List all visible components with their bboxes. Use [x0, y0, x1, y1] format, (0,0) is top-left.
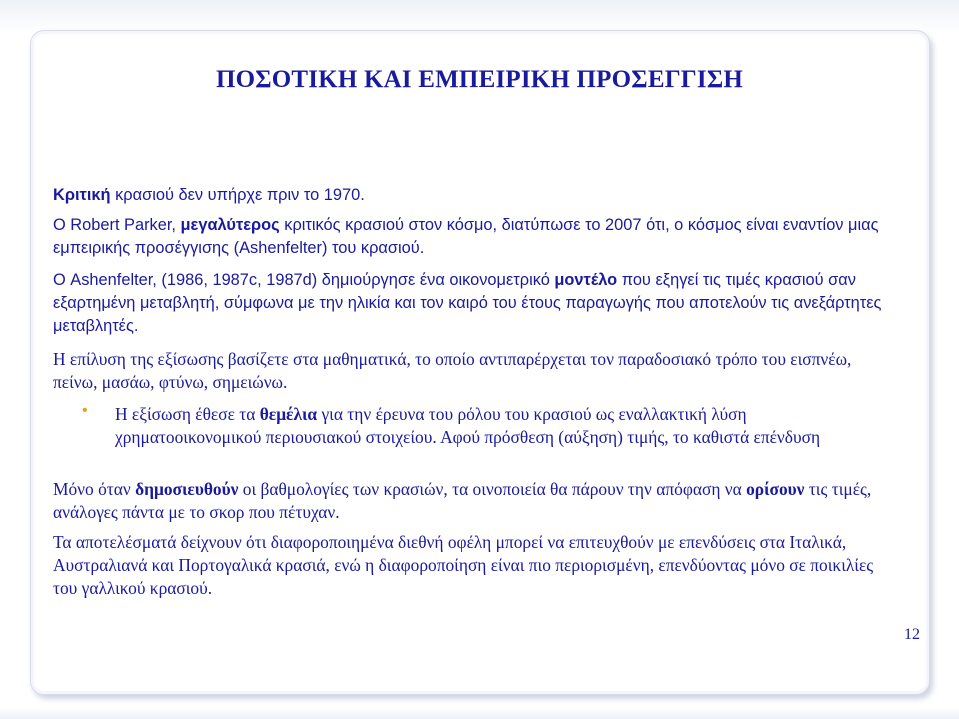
- top-band: [0, 0, 959, 34]
- p3-text-b: που εξηγεί τις τιμές κρασιού σαν εξαρτημένη μεταβλητή, σύμφωνα με την ηλικία και τον καιρό του έτους παραγωγής που αποτελούν τις ανεξάρτητες μεταβλητές.: [53, 271, 882, 335]
- bold-model: μοντέλο: [554, 271, 618, 289]
- p1-text: κρασιού δεν υπήρχε πριν το 1970.: [110, 186, 365, 204]
- p3-text-a: Ο Ashenfelter, (1986, 1987c, 1987d) δημιούργησε ένα οικονομετρικό: [53, 271, 555, 289]
- page-number: 12: [904, 626, 920, 643]
- p5-text-a: Μόνο όταν: [53, 479, 136, 499]
- p2-text-b: κριτικός κρασιού στον κόσμο, διατύπωσε το 2007 ότι, ο κόσμος είναι εναντίον μιας εμπειρικής προσέγγισης (Ashenfelter) του κρασιού.: [53, 216, 879, 257]
- slide-title: ΠΟΣΟΤΙΚΗ ΚΑΙ ΕΜΠΕΙΡΙΚΗ ΠΡΟΣΕΓΓΙΣΗ: [215, 66, 744, 93]
- bold-set: ορίσουν: [746, 479, 805, 499]
- paragraph-publish-scores: [53, 478, 883, 524]
- paragraph-ashenfelter-model: [53, 269, 898, 338]
- p5-text-c: τις τιμές, ανάλογες πάντα με το σκορ που πέτυχαν.: [53, 479, 872, 522]
- bold-foundations: θεμέλια: [259, 404, 318, 424]
- bullet-icon: •: [82, 402, 88, 419]
- paragraph-parker: [53, 214, 893, 260]
- bold-published: δημοσιευθούν: [135, 479, 239, 499]
- p2-text-a: Ο Robert Parker,: [53, 216, 181, 234]
- bold-largest: μεγαλύτερος: [180, 216, 280, 234]
- bottom-band: [0, 707, 959, 719]
- bullet-paragraph-foundations: [115, 403, 895, 449]
- paragraph-critic-history: [53, 184, 883, 207]
- bold-critic: Κριτική: [53, 186, 111, 204]
- bullet-text-a: Η εξίσωση έθεσε τα: [115, 404, 260, 424]
- p5-text-b: οι βαθμολογίες των κρασιών, τα οινοποιεία θα πάρουν την απόφαση να: [238, 479, 747, 499]
- bullet-text-b: για την έρευνα του ρόλου του κρασιού ως εναλλακτική λύση χρηματοοικονομικού περιουσιακού στοιχείου. Αφού πρόσθεση (αύξηση) τιμής, το καθιστά επένδυση: [115, 404, 821, 447]
- paragraph-equation-solution: Η επίλυση της εξίσωσης βασίζετε στα μαθηματικά, το οποίο αντιπαρέρχεται τον παραδοσιακό τρόπο του εισπνέω, πείνω, μασάω, φτύνω, σημειώνω.: [53, 349, 852, 392]
- paragraph-results: Τα αποτελέσματά δείχνουν ότι διαφοροποιημένα διεθνή οφέλη μπορεί να επιτευχθούν με επενδύσεις στα Ιταλικά, Αυστραλιανά και Πορτογαλικά κρασιά, ενώ η διαφοροποίηση είναι πιο περιορισμένη, επενδύοντας μόνο σε ποικιλίες του γαλλικού κρασιού.: [53, 532, 874, 598]
